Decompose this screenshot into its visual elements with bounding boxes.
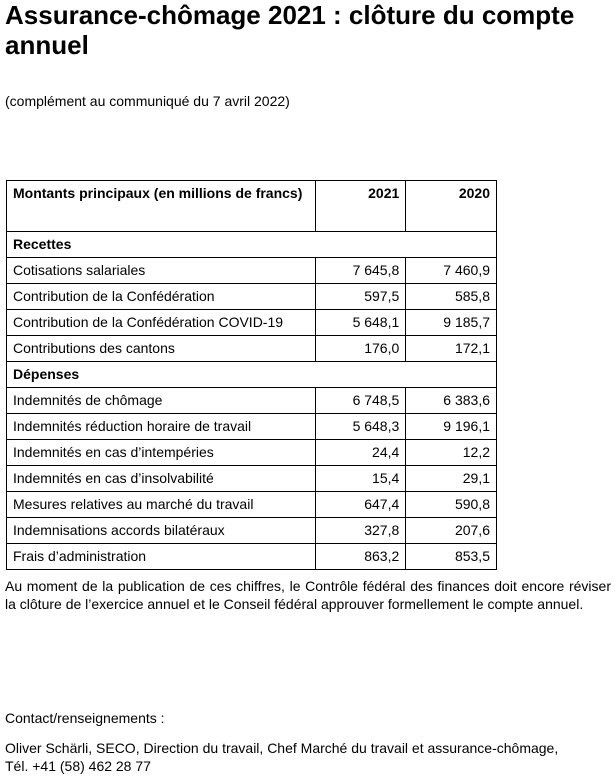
row-value-2020: 853,5: [406, 544, 497, 570]
row-label: Contribution de la Confédération COVID-19: [7, 310, 316, 336]
row-value-2020: 9 185,7: [406, 310, 497, 336]
table-row: [7, 284, 497, 310]
row-value-2020: 12,2: [406, 440, 497, 466]
table-row: [7, 440, 497, 466]
row-label: Mesures relatives au marché du travail: [7, 492, 316, 518]
table-row: [7, 258, 497, 284]
row-label: Frais d’administration: [7, 544, 316, 570]
row-label: Indemnisations accords bilatéraux: [7, 518, 316, 544]
row-label: Indemnités en cas d’intempéries: [7, 440, 316, 466]
table-header-row: [7, 181, 497, 232]
row-value-2021: 24,4: [315, 440, 406, 466]
row-label: Contributions des cantons: [7, 336, 316, 362]
table-row: [7, 544, 497, 570]
contact-details: [5, 739, 611, 775]
page-title: Assurance-chômage 2021 : clôture du compte annuel: [5, 0, 575, 60]
header-2020: 2020: [406, 181, 497, 232]
table-row: [7, 492, 497, 518]
row-label: Contribution de la Confédération: [7, 284, 316, 310]
table-row: [7, 414, 497, 440]
row-value-2021: 5 648,3: [315, 414, 406, 440]
row-value-2020: 6 383,6: [406, 388, 497, 414]
section-title: Dépenses: [7, 362, 497, 388]
section-title: Recettes: [7, 232, 497, 258]
row-value-2020: 29,1: [406, 466, 497, 492]
row-value-2021: 7 645,8: [315, 258, 406, 284]
row-value-2021: 6 748,5: [315, 388, 406, 414]
row-value-2021: 647,4: [315, 492, 406, 518]
table-row: [7, 518, 497, 544]
row-value-2021: 176,0: [315, 336, 406, 362]
header-label: Montants principaux (en millions de francs): [7, 181, 316, 232]
header-2021: 2021: [315, 181, 406, 232]
table-row: [7, 466, 497, 492]
row-value-2021: 15,4: [315, 466, 406, 492]
row-label: Cotisations salariales: [7, 258, 316, 284]
table-row: [7, 336, 497, 362]
table-row: [7, 388, 497, 414]
row-value-2020: 590,8: [406, 492, 497, 518]
contact-label: Contact/renseignements :: [5, 710, 165, 726]
row-value-2021: 597,5: [315, 284, 406, 310]
section-row-recettes: [7, 232, 497, 258]
contact-line: Oliver Schärli, SECO, Direction du travail, Chef Marché du travail et assurance-chômage,: [5, 740, 559, 756]
section-row-depenses: [7, 362, 497, 388]
row-label: Indemnités de chômage: [7, 388, 316, 414]
row-value-2021: 327,8: [315, 518, 406, 544]
row-value-2020: 9 196,1: [406, 414, 497, 440]
amounts-table: [6, 180, 497, 570]
contact-phone: Tél. +41 (58) 462 28 77: [5, 758, 151, 774]
row-label: Indemnités réduction horaire de travail: [7, 414, 316, 440]
row-value-2021: 863,2: [315, 544, 406, 570]
row-value-2021: 5 648,1: [315, 310, 406, 336]
table-row: [7, 310, 497, 336]
subtitle: (complément au communiqué du 7 avril 2022): [5, 93, 290, 109]
row-label: Indemnités en cas d’insolvabilité: [7, 466, 316, 492]
row-value-2020: 207,6: [406, 518, 497, 544]
row-value-2020: 7 460,9: [406, 258, 497, 284]
row-value-2020: 172,1: [406, 336, 497, 362]
row-value-2020: 585,8: [406, 284, 497, 310]
note-paragraph: Au moment de la publication de ces chiffres, le Contrôle fédéral des finances doit encore réviser la clôture de l’exercice annuel et le Conseil fédéral approuver formellement le compte annuel.: [5, 578, 611, 612]
